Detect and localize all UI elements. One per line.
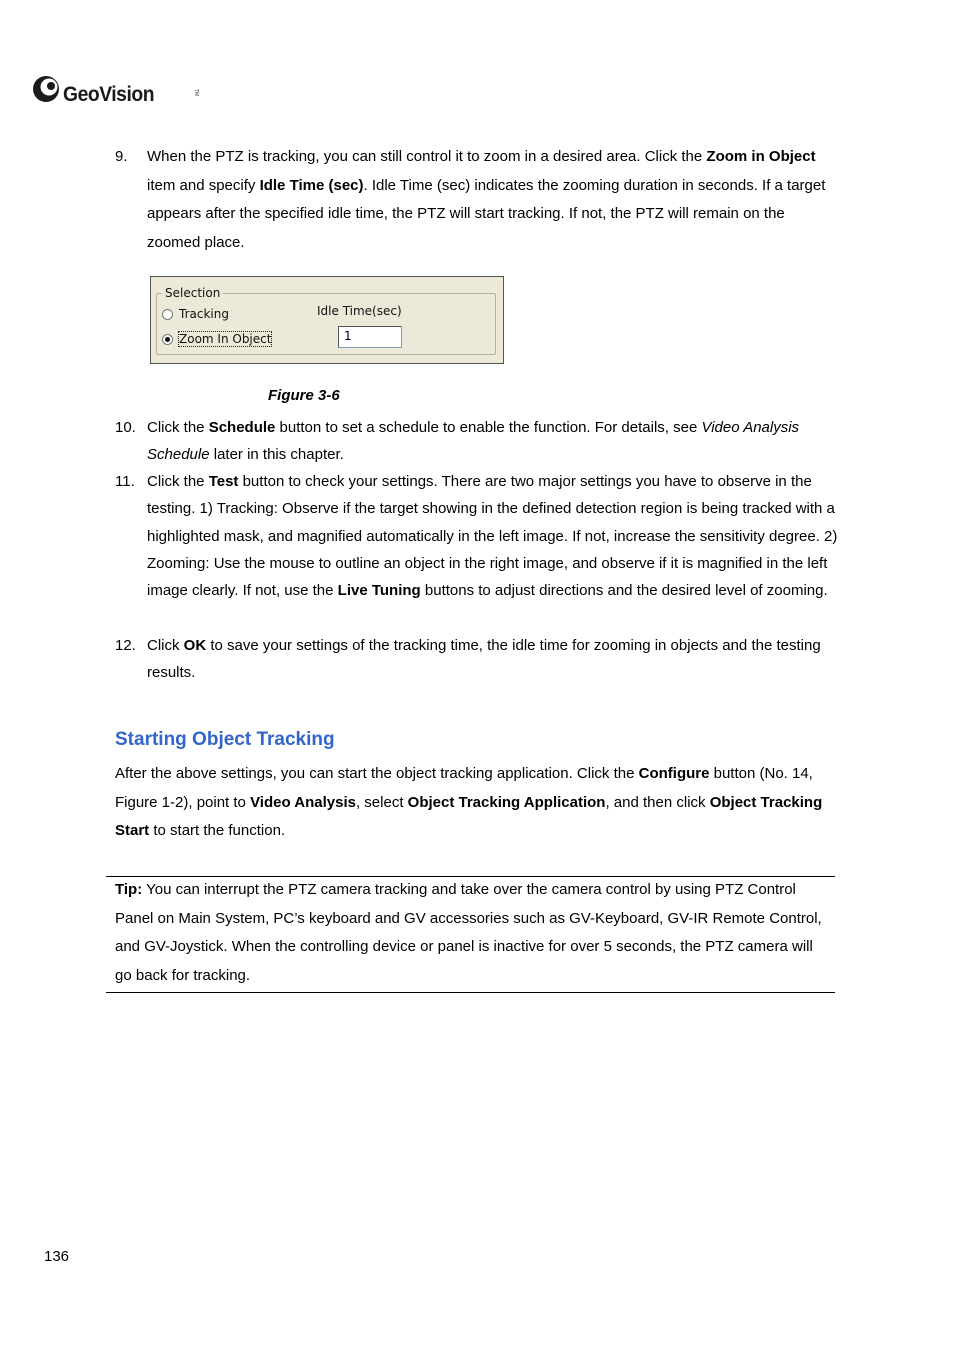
logo-text: GeoVision bbox=[63, 83, 155, 106]
step-text bbox=[147, 468, 842, 604]
step-text bbox=[147, 143, 842, 258]
text-run: Click the bbox=[147, 473, 209, 490]
geovision-logo-icon bbox=[31, 73, 65, 107]
bold-term: Schedule bbox=[208, 419, 276, 436]
text-run: to save your settings of the tracking time, the idle time for zooming in objects and the testing results. bbox=[147, 637, 821, 682]
idle-time-label: Idle Time(sec) bbox=[317, 304, 402, 318]
text-run: , select bbox=[355, 793, 408, 811]
text-run: button to check your settings. There are two major settings you have to observe in the testing. 1) Tracking: Observe if the target showing in the defined detection region is being tracked with a highlighted mask, and magnified automatically in the left image. If not, increase the sensitivity degree. 2) Zooming: Use the mouse to outline an object in the right image, and observe if it is magnified in the left image clearly. If not, use the bbox=[147, 473, 838, 600]
bold-term: Video Analysis bbox=[250, 793, 356, 811]
zoom-in-object-radio-label[interactable]: Zoom In Object bbox=[179, 332, 272, 346]
logo-trademark: TM bbox=[193, 89, 199, 97]
step-number: 10. bbox=[115, 419, 136, 436]
bold-term: Configure bbox=[638, 765, 710, 782]
bold-term: OK bbox=[183, 637, 207, 654]
section-paragraph bbox=[115, 760, 840, 846]
text-run: After the above settings, you can start the object tracking application. Click the bbox=[115, 765, 639, 782]
tracking-radio-label[interactable]: Tracking bbox=[179, 307, 229, 321]
figure-caption: Figure 3-6 bbox=[268, 387, 340, 404]
step-text bbox=[147, 414, 842, 469]
text-run: item and specify bbox=[147, 176, 260, 194]
text-run: to start the function. bbox=[149, 822, 286, 840]
selection-group-label: Selection bbox=[162, 286, 223, 300]
step-number: 9. bbox=[115, 148, 128, 165]
italic-reference: Video Analysis Schedule bbox=[147, 419, 800, 464]
step-text bbox=[147, 632, 842, 687]
text-run: When the PTZ is tracking, you can still control it to zoom in a desired area. Click the bbox=[147, 148, 707, 165]
page-number: 136 bbox=[44, 1248, 70, 1265]
step-number: 12. bbox=[115, 637, 136, 654]
text-run: later in this chapter. bbox=[209, 446, 344, 464]
text-run: Click bbox=[147, 637, 184, 654]
bold-term: Test bbox=[208, 473, 239, 490]
bold-term: Object Tracking Application bbox=[407, 793, 606, 811]
text-run: button to set a schedule to enable the function. For details, see bbox=[275, 419, 702, 436]
tip-paragraph bbox=[115, 876, 830, 991]
text-run: buttons to adjust directions and the desired level of zooming. bbox=[420, 582, 828, 600]
tracking-radio[interactable] bbox=[162, 309, 173, 320]
step-number: 11. bbox=[115, 473, 135, 490]
text-run: , and then click bbox=[605, 793, 710, 811]
text-run: . Idle Time (sec) indicates the zooming duration in seconds. If a target appears after the specified idle time, the PTZ will start tracking. If not, the PTZ will remain on the zoomed place. bbox=[147, 176, 826, 252]
bold-term: Zoom in Object bbox=[706, 148, 816, 165]
text-run: button (No. 14, Figure 1-2), point to bbox=[115, 765, 813, 811]
zoom-in-object-radio[interactable] bbox=[162, 334, 173, 345]
bold-term: Tip: bbox=[115, 881, 143, 898]
text-run: Click the bbox=[147, 419, 209, 436]
bold-term: Object Tracking Start bbox=[115, 793, 823, 840]
section-heading: Starting Object Tracking bbox=[115, 729, 335, 750]
bold-term: Live Tuning bbox=[337, 582, 421, 600]
idle-time-input[interactable]: 1 bbox=[338, 326, 402, 348]
text-run: You can interrupt the PTZ camera tracking and take over the camera control by using PTZ Control Panel on Main System, PC’s keyboard and GV accessories such as GV-Keyboard, GV-IR Remote Control, and GV-Joystick. When the controlling device or panel is inactive for over 5 seconds, the PTZ camera will go back for tracking. bbox=[115, 881, 822, 985]
bold-term: Idle Time (sec) bbox=[259, 176, 364, 194]
selection-dialog-figure bbox=[150, 276, 504, 364]
tip-bottom-rule bbox=[106, 992, 835, 993]
